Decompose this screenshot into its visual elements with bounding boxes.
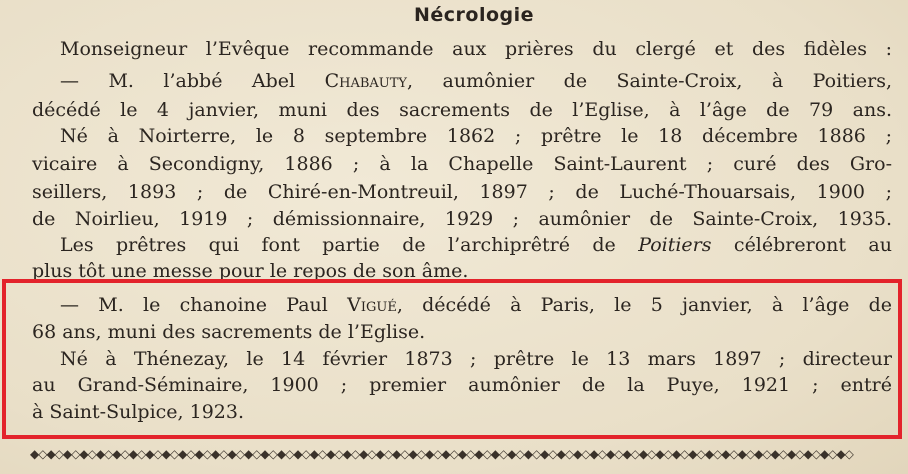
highlight-box — [2, 279, 902, 439]
notice1-line-5: seillers, 1893 ; de Chiré-en-Montreuil, 1897 ; de Luché-Thouarsais, 1900 ; — [32, 181, 892, 203]
notice1-line-6: de Noirlieu, 1919 ; démissionnaire, 1929 ; aumônier de Sainte-Croix, 1935. — [32, 208, 892, 230]
notice1-line-7 — [60, 233, 892, 257]
notice1-line-8: plus tôt une messe pour le repos de son âme. — [32, 260, 469, 282]
ornamental-rule: ◆◇◆◇◆◇◆◇◆◇◆◇◆◇◆◇◆◇◆◇◆◇◆◇◆◇◆◇◆◇◆◇◆◇◆◇◆◇◆◇◆◇◆◇◆◇◆◇◆◇◆◇◆◇◆◇◆◇◆◇◆◇◆◇◆◇◆◇◆◇◆◇◆◇◆◇◆◇◆◇◆◇◆◇◆◇◆◇◆◇◆◇◆◇◆◇◆◇◆◇ — [30, 447, 853, 461]
notice1-place-italic: Poitiers — [638, 234, 712, 256]
notice1-l7-suffix: célébreront au — [711, 234, 892, 256]
notice1-suffix: , aumônier de Sainte-Croix, à Poitiers, — [407, 70, 892, 92]
notice2-line-5: à Saint-Sulpice, 1923. — [32, 401, 245, 423]
notice2-prefix: — M. le chanoine Paul — [60, 294, 348, 316]
notice2-line-2: 68 ans, muni des sacrements de l’Eglise. — [32, 321, 426, 343]
notice1-l7-prefix: Les prêtres qui font partie de l’archiprêtré de — [60, 234, 639, 256]
notice1-prefix: — M. l’abbé Abel — [60, 70, 325, 92]
notice2-line-3: Né à Thénezay, le 14 février 1873 ; prêtre le 13 mars 1897 ; directeur — [60, 348, 892, 370]
intro-line: Monseigneur l’Evêque recommande aux prières du clergé et des fidèles : — [60, 38, 892, 60]
notice1-line-2: décédé le 4 janvier, muni des sacrements de l’Eglise, à l’âge de 79 ans. — [32, 99, 892, 121]
section-title: Nécrologie — [413, 4, 535, 26]
notice1-line-4: vicaire à Secondigny, 1886 ; à la Chapelle Saint-Laurent ; curé des Gro- — [32, 153, 892, 175]
notice2-surname: Vigué — [347, 294, 397, 316]
notice2-suffix: , décédé à Paris, le 5 janvier, à l’âge de — [396, 294, 892, 316]
notice1-surname: Chabauty — [324, 70, 408, 92]
notice1-line-3: Né à Noirterre, le 8 septembre 1862 ; prêtre le 18 décembre 1886 ; — [60, 125, 892, 147]
notice2-line-4: au Grand-Séminaire, 1900 ; premier aumônier de la Puye, 1921 ; entré — [32, 374, 892, 396]
notice1-line-1 — [60, 69, 892, 93]
